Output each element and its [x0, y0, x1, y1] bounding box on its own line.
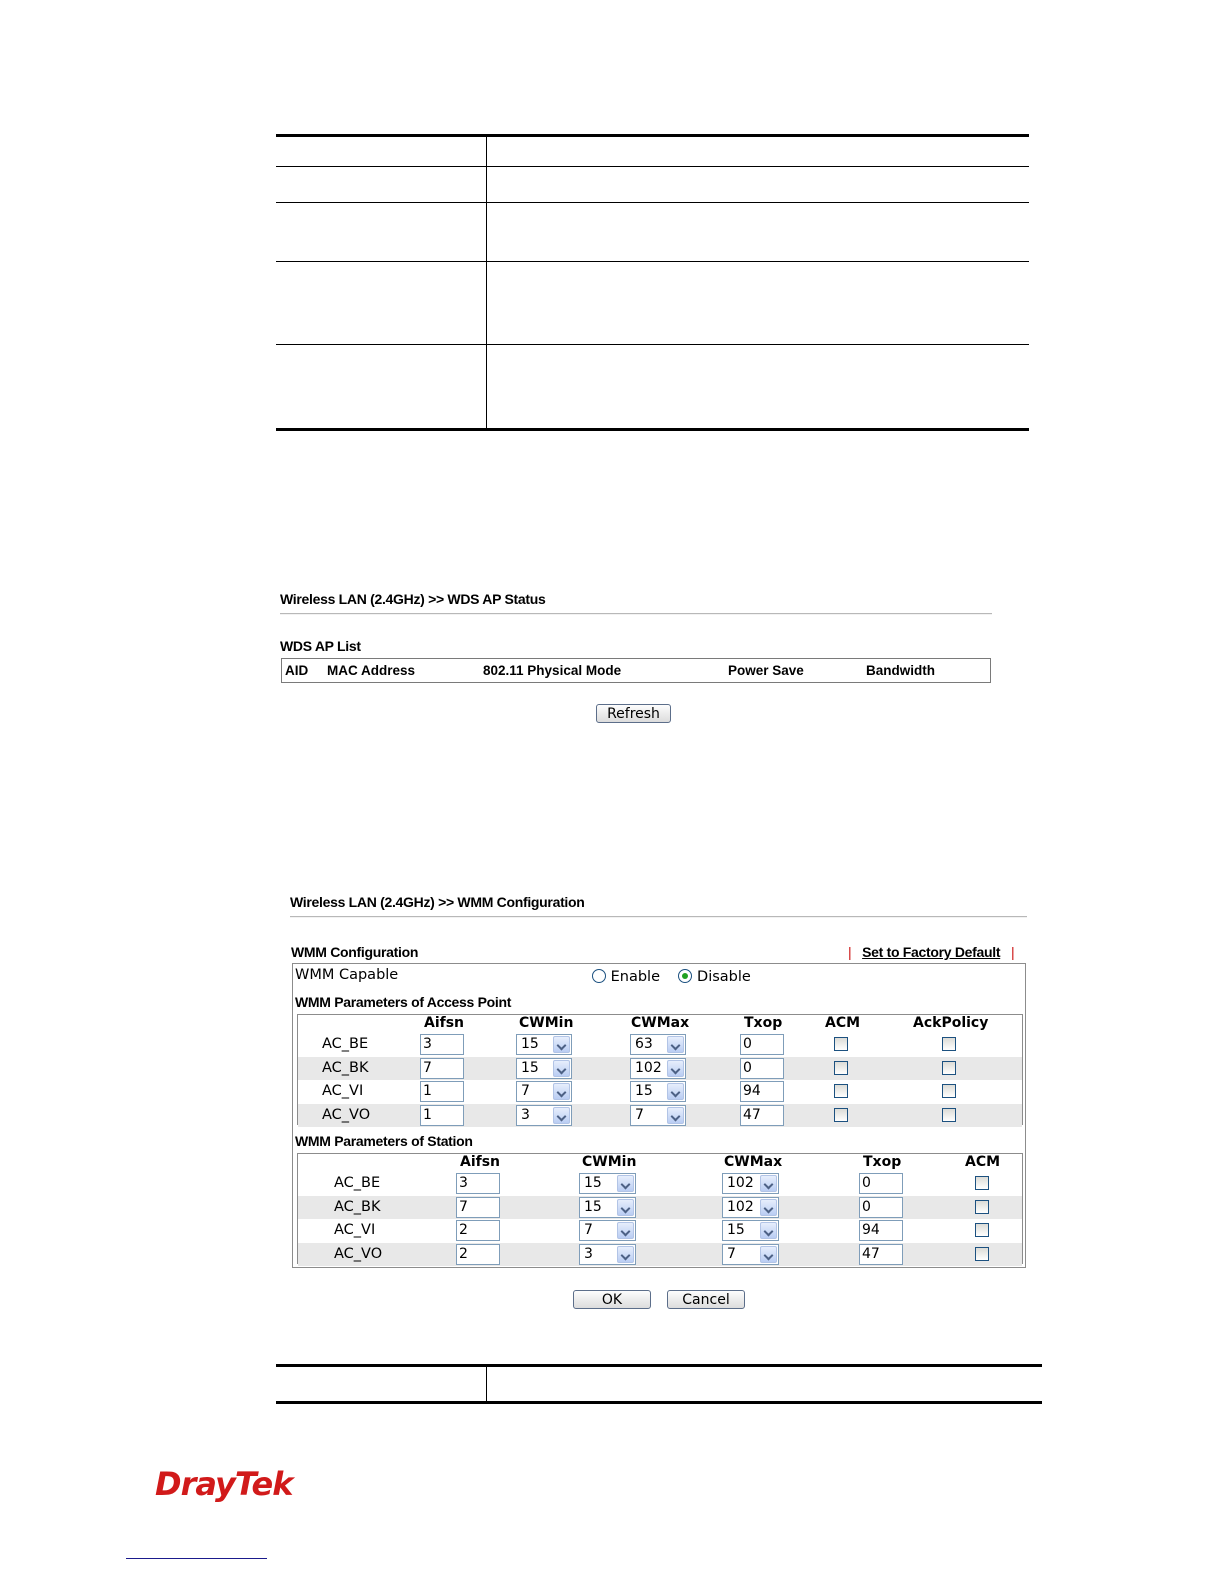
row-label: AC_BK: [334, 1198, 381, 1215]
cwmax-value: 7: [727, 1245, 736, 1262]
txop-input[interactable]: 94: [859, 1220, 903, 1241]
row-label: AC_BE: [322, 1036, 369, 1052]
doc-table-top: [276, 134, 1029, 431]
table-row: [298, 1196, 1022, 1219]
col-mac-address: MAC Address: [327, 663, 416, 678]
chevron-down-icon: [760, 1199, 777, 1216]
cwmin-value: 15: [584, 1198, 602, 1215]
cwmin-value: 15: [521, 1059, 539, 1076]
draytek-logo: DrayTek: [155, 1465, 293, 1503]
doc-table-row: [276, 203, 1029, 262]
row-label: AC_VI: [334, 1222, 376, 1238]
cwmax-select[interactable]: [630, 1105, 686, 1126]
acm-checkbox[interactable]: [975, 1200, 989, 1214]
row-label: AC_VI: [322, 1083, 364, 1099]
disable-radio[interactable]: [678, 969, 692, 983]
acm-checkbox[interactable]: [834, 1084, 848, 1098]
ackpolicy-checkbox[interactable]: [942, 1037, 956, 1051]
refresh-button[interactable]: Refresh: [596, 704, 671, 723]
chevron-down-icon: [760, 1222, 777, 1239]
ackpolicy-checkbox[interactable]: [942, 1084, 956, 1098]
factory-default-area: [848, 944, 1014, 960]
cwmin-select[interactable]: [579, 1173, 636, 1194]
ackpolicy-checkbox[interactable]: [942, 1108, 956, 1122]
cwmin-select[interactable]: [579, 1244, 636, 1265]
ap-col-cwmax: CWMax: [631, 1015, 690, 1031]
chevron-down-icon: [553, 1036, 570, 1053]
table-row: [298, 1172, 1022, 1195]
cwmin-value: 15: [584, 1175, 602, 1191]
txop-input[interactable]: 0: [740, 1058, 784, 1079]
cwmin-select[interactable]: [516, 1105, 572, 1126]
footer-link-line: [126, 1558, 267, 1559]
wmm-breadcrumb: Wireless LAN (2.4GHz) >> WMM Configuration: [290, 894, 585, 910]
chevron-down-icon: [617, 1222, 634, 1239]
ap-col-txop: Txop: [744, 1015, 783, 1031]
aifsn-input[interactable]: 2: [456, 1244, 500, 1265]
acm-checkbox[interactable]: [975, 1223, 989, 1237]
cancel-button[interactable]: Cancel: [667, 1290, 745, 1309]
ap-col-cwmin: CWMin: [519, 1015, 574, 1031]
cwmin-value: 3: [521, 1106, 530, 1123]
ap-col-ackpolicy: AckPolicy: [913, 1015, 989, 1031]
doc-table-row: [276, 137, 1029, 167]
chevron-down-icon: [667, 1107, 684, 1124]
wds-breadcrumb: Wireless LAN (2.4GHz) >> WDS AP Status: [280, 591, 546, 607]
doc-table-row: [276, 262, 1029, 345]
aifsn-input[interactable]: 2: [456, 1220, 500, 1241]
aifsn-input[interactable]: 3: [420, 1034, 464, 1055]
table-row: [298, 1104, 1022, 1127]
txop-input[interactable]: 0: [740, 1034, 784, 1055]
cwmax-value: 63: [635, 1036, 653, 1052]
cwmax-value: 15: [727, 1222, 745, 1238]
st-col-txop: Txop: [863, 1154, 902, 1170]
col-aid: AID: [285, 663, 309, 678]
st-col-aifsn: Aifsn: [460, 1154, 501, 1170]
cwmin-select[interactable]: [516, 1081, 572, 1102]
table-row: [298, 1080, 1022, 1103]
cwmax-value: 15: [635, 1083, 653, 1099]
table-row: [298, 1033, 1022, 1056]
wmm-config-title: WMM Configuration: [291, 944, 419, 960]
acm-checkbox[interactable]: [834, 1037, 848, 1051]
enable-label: Enable: [610, 969, 660, 985]
ackpolicy-checkbox[interactable]: [942, 1061, 956, 1075]
cwmax-select[interactable]: [722, 1173, 779, 1194]
ap-params-title: WMM Parameters of Access Point: [295, 994, 512, 1010]
acm-checkbox[interactable]: [834, 1108, 848, 1122]
acm-checkbox[interactable]: [834, 1061, 848, 1075]
disable-label: Disable: [697, 969, 751, 985]
station-params-title: WMM Parameters of Station: [295, 1133, 473, 1149]
txop-input[interactable]: 47: [859, 1244, 903, 1265]
st-col-cwmax: CWMax: [724, 1154, 783, 1170]
wds-list-title: WDS AP List: [280, 638, 361, 654]
col-bandwidth: Bandwidth: [866, 663, 935, 678]
cwmax-value: 102: [727, 1198, 754, 1215]
cwmin-value: 3: [584, 1245, 593, 1262]
cwmin-select[interactable]: [516, 1058, 572, 1079]
cwmax-value: 102: [727, 1175, 754, 1191]
cwmax-select[interactable]: [630, 1081, 686, 1102]
cwmin-select[interactable]: [579, 1197, 636, 1218]
ap-params-table: [297, 1014, 1023, 1125]
aifsn-input[interactable]: 1: [420, 1105, 464, 1126]
row-label: AC_BK: [322, 1059, 369, 1076]
col-physical-mode: 802.11 Physical Mode: [483, 663, 622, 678]
acm-checkbox[interactable]: [975, 1247, 989, 1261]
chevron-down-icon: [667, 1060, 684, 1077]
chevron-down-icon: [667, 1083, 684, 1100]
cwmax-select[interactable]: [630, 1034, 686, 1055]
cwmax-select[interactable]: [722, 1244, 779, 1265]
wmm-capable-label: WMM Capable: [295, 967, 399, 983]
chevron-down-icon: [553, 1107, 570, 1124]
acm-checkbox[interactable]: [975, 1176, 989, 1190]
cwmin-value: 7: [521, 1083, 530, 1099]
divider: [290, 916, 1027, 918]
cwmax-value: 7: [635, 1106, 644, 1123]
table-row: [298, 1243, 1022, 1266]
cwmax-select[interactable]: [630, 1058, 686, 1079]
aifsn-input[interactable]: 7: [420, 1058, 464, 1079]
txop-input[interactable]: 0: [859, 1173, 903, 1194]
enable-radio[interactable]: [592, 969, 606, 983]
table-row: [298, 1219, 1022, 1242]
row-label: AC_VO: [322, 1106, 371, 1123]
cwmax-select[interactable]: [722, 1197, 779, 1218]
aifsn-input[interactable]: 1: [420, 1081, 464, 1102]
doc-table-row: [276, 167, 1029, 203]
chevron-down-icon: [553, 1060, 570, 1077]
separator: |: [848, 944, 852, 960]
txop-input[interactable]: 94: [740, 1081, 784, 1102]
aifsn-input[interactable]: 7: [456, 1197, 500, 1218]
cwmin-value: 7: [584, 1222, 593, 1238]
station-params-table: [297, 1153, 1023, 1264]
chevron-down-icon: [617, 1199, 634, 1216]
table-row: [298, 1057, 1022, 1080]
cwmax-select[interactable]: [722, 1220, 779, 1241]
wds-panel: [280, 591, 992, 654]
row-label: AC_BE: [334, 1175, 381, 1191]
txop-input[interactable]: 47: [740, 1105, 784, 1126]
row-label: AC_VO: [334, 1245, 383, 1262]
wds-list-header: [281, 658, 991, 683]
aifsn-input[interactable]: 3: [456, 1173, 500, 1194]
cwmin-select[interactable]: [516, 1034, 572, 1055]
ok-button[interactable]: OK: [573, 1290, 651, 1309]
divider: [280, 613, 992, 615]
chevron-down-icon: [617, 1246, 634, 1263]
col-power-save: Power Save: [728, 663, 804, 678]
doc-table-bottom: [276, 1364, 1042, 1404]
wmm-capable-radio-group: [592, 969, 751, 985]
wmm-panel: [290, 894, 1027, 918]
wmm-config-box: [292, 963, 1026, 1268]
cwmin-value: 15: [521, 1036, 539, 1052]
cwmax-value: 102: [635, 1059, 662, 1076]
chevron-down-icon: [760, 1175, 777, 1192]
chevron-down-icon: [617, 1175, 634, 1192]
doc-table-row: [276, 345, 1029, 428]
ap-col-aifsn: Aifsn: [424, 1015, 465, 1031]
set-to-factory-default-link[interactable]: Set to Factory Default: [862, 944, 1001, 960]
chevron-down-icon: [553, 1083, 570, 1100]
st-col-cwmin: CWMin: [582, 1154, 637, 1170]
st-col-acm: ACM: [965, 1154, 1001, 1170]
cwmin-select[interactable]: [579, 1220, 636, 1241]
txop-input[interactable]: 0: [859, 1197, 903, 1218]
chevron-down-icon: [760, 1246, 777, 1263]
chevron-down-icon: [667, 1036, 684, 1053]
separator: |: [1011, 944, 1015, 960]
ap-col-acm: ACM: [825, 1015, 861, 1031]
